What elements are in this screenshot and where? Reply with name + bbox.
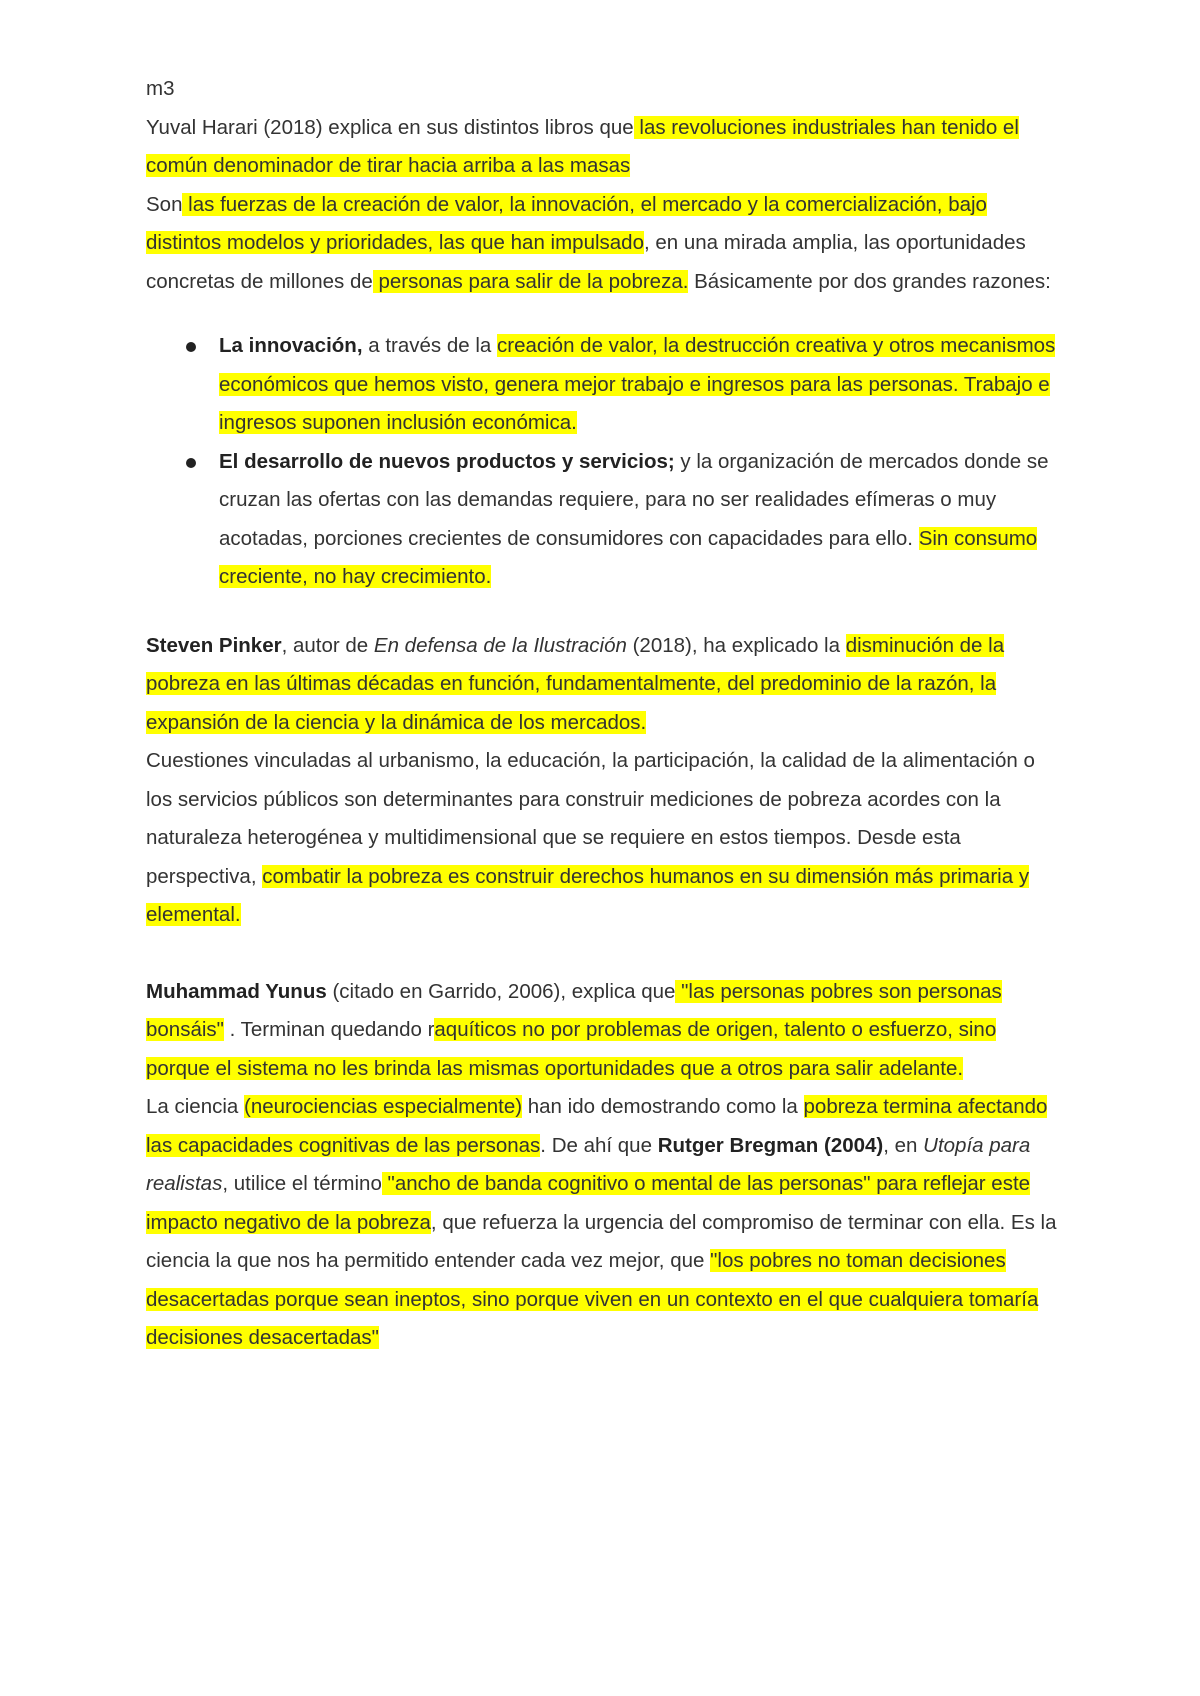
paragraph-fuerzas	[146, 186, 1060, 302]
highlighted-text: aquíticos no por problemas de origen, talento o esfuerzo, sino porque el sistema no les brinda las mismas oportunidades que a otros para salir adelante.	[146, 1018, 997, 1080]
bullet-icon	[186, 342, 196, 352]
highlighted-text: Sin consumo creciente, no hay crecimiento.	[219, 526, 1038, 588]
paragraph-spacer	[146, 597, 1060, 627]
text-span: . Terminan quedando r	[223, 1018, 435, 1041]
paragraph-harari	[146, 109, 1060, 186]
bold-term: El desarrollo de nuevos productos y servicios;	[219, 449, 675, 473]
text-span: Básicamente por dos grandes razones:	[688, 269, 1051, 293]
text-span: Yuval Harari (2018) explica en sus distintos libros que	[146, 115, 634, 139]
text-span: (citado en Garrido, 2006), explica que	[326, 979, 676, 1003]
bold-author: Steven Pinker	[146, 633, 282, 657]
paragraph-pinker	[146, 627, 1060, 743]
text-span: , en una mirada amplia, las oportunidades concretas de millones de	[146, 231, 1026, 293]
text-span: , utilice el término	[222, 1172, 382, 1195]
highlighted-text: disminución de la pobreza en las últimas décadas en función, fundamentalmente, del predominio de la razón, la expansión de la ciencia y la dinámica de los mercados.	[146, 633, 1005, 734]
text-span: Cuestiones vinculadas al urbanismo, la educación, la participación, la calidad de la alimentación o los servicios públicos son determinantes para construir mediciones de pobreza acordes con la naturaleza heterogénea y multidimensional que se requiere en estos tiempos. Desde esta perspectiva,	[146, 749, 1035, 888]
text-span: , en	[883, 1133, 924, 1157]
document-heading: m3	[146, 77, 175, 100]
highlighted-text: las revoluciones industriales han tenido el común denominador de tirar hacia arriba a las masas	[146, 115, 1019, 177]
paragraph-cuestiones	[146, 742, 1060, 935]
book-title: En defensa de la Ilustración	[373, 633, 627, 657]
paragraph-ciencia	[146, 1088, 1060, 1358]
list-item	[219, 443, 1060, 597]
bold-author: Rutger Bregman (2004)	[657, 1133, 884, 1157]
text-span: Son	[146, 192, 183, 216]
highlighted-text: "ancho de banda cognitivo o mental de las personas" para reflejar este impacto negativo de la pobreza	[146, 1172, 1031, 1234]
highlighted-text: "las personas pobres son personas bonsáis"	[146, 979, 1002, 1041]
text-span: , autor de	[281, 633, 374, 657]
highlighted-text: las fuerzas de la creación de valor, la innovación, el mercado y la comercialización, bajo distintos modelos y prioridades, las que han impulsado	[146, 192, 987, 254]
text-span	[913, 527, 919, 550]
text-span: a través de la	[362, 334, 497, 357]
paragraph-yunus	[146, 973, 1060, 1089]
bold-author: Muhammad Yunus	[146, 979, 327, 1003]
paragraph-spacer	[146, 935, 1060, 973]
bullet-list	[146, 327, 1060, 597]
bold-term: La innovación,	[219, 334, 363, 357]
highlighted-text: pobreza termina afectando las capacidades cognitivas de las personas	[146, 1095, 1048, 1157]
highlighted-text: "los pobres no toman decisiones desacertadas porque sean ineptos, sino porque viven en un contexto en el que cualquiera tomaría decisiones desacertadas"	[146, 1249, 1039, 1349]
text-span: (2018), ha explicado la	[626, 633, 846, 657]
text-span: y la organización de mercados donde se cruzan las ofertas con las demandas requiere, para no ser realidades efímeras o muy acotadas, porciones crecientes de consumidores con capacidades para ello.	[219, 449, 1049, 550]
text-span: han ido demostrando como la	[522, 1095, 804, 1118]
highlighted-text: personas para salir de la pobreza.	[372, 269, 689, 293]
list-item	[219, 327, 1060, 443]
bullet-icon	[186, 458, 196, 468]
text-span: , que refuerza la urgencia del compromiso de terminar con ella. Es la ciencia la que nos ha permitido entender cada vez mejor, que	[146, 1210, 1057, 1272]
book-title: Utopía para realistas	[146, 1133, 1031, 1195]
highlighted-text: creación de valor, la destrucción creativa y otros mecanismos económicos que hemos visto, genera mejor trabajo e ingresos para las personas. Trabajo e ingresos suponen inclusión económica.	[219, 334, 1056, 434]
text-span: . De ahí que	[540, 1133, 658, 1157]
highlighted-text: (neurociencias especialmente)	[244, 1095, 523, 1118]
text-span: La ciencia	[146, 1095, 245, 1118]
highlighted-text: combatir la pobreza es construir derechos humanos en su dimensión más primaria y elemental.	[146, 864, 1030, 926]
